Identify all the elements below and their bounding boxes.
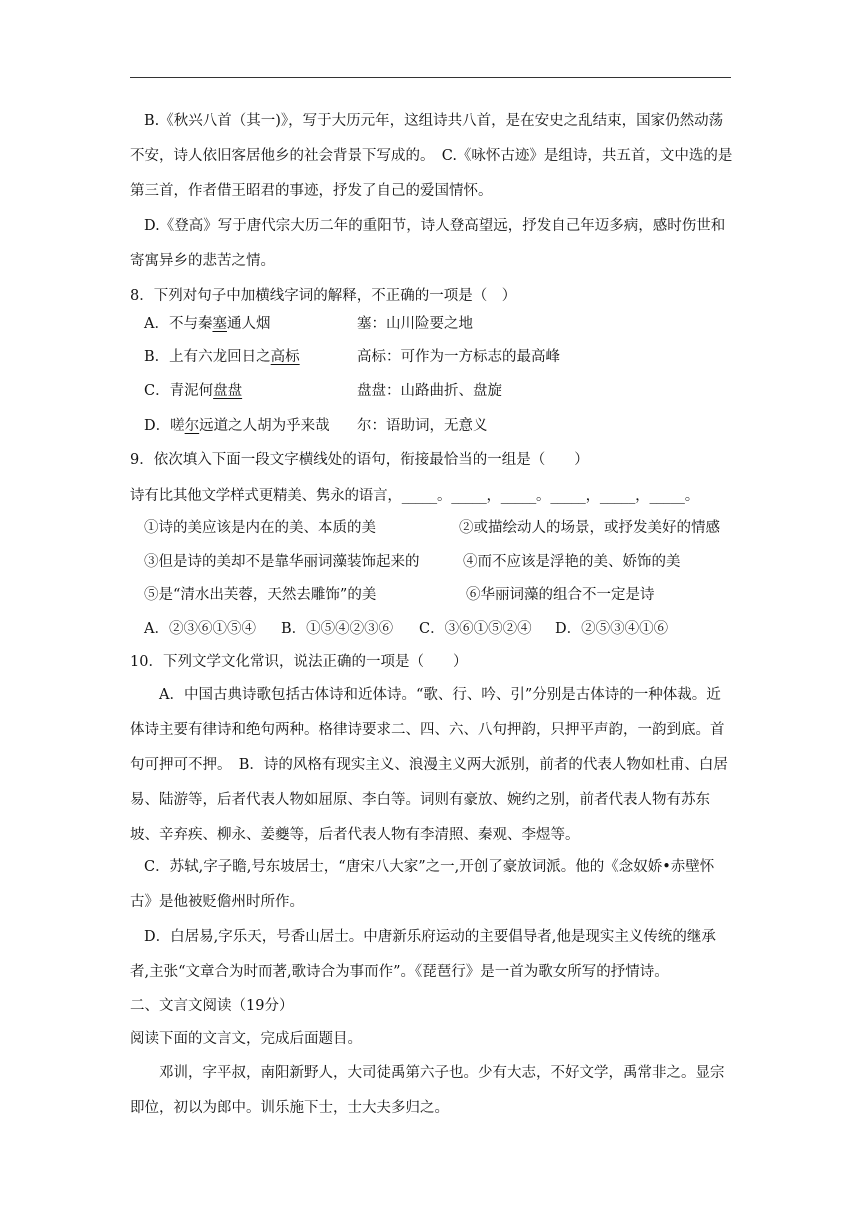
q8-option-a-post: 通人烟: [226, 316, 271, 332]
q10-stem: 10．下列文学文化常识，说法正确的一项是（ ）: [130, 654, 468, 670]
q9-item-5: ⑤是“清水出芙蓉，天然去雕饰”的美: [144, 587, 377, 603]
q9-answer-c: C．③⑥①⑤②④: [419, 621, 532, 637]
q9-item-1: ①诗的美应该是内在的美、本质的美: [144, 520, 376, 536]
q9-item-4: ④而不应该是浮艳的美、娇饰的美: [463, 554, 681, 570]
q8-option-a-pre: A．不与秦: [144, 316, 213, 332]
q7-option-d: D.《登高》写于唐代宗大历二年的重阳节，诗人登高望远，抒发自己年迈多病，感时伤世和寄寓异乡的悲苦之情。: [130, 218, 726, 269]
q10-option-d: D．白居易,字乐天，号香山居士。中唐新乐府运动的主要倡导者,他是现实主义传统的继承者,主张“文章合为时而著,歌诗合为事而作”。《琵琶行》是一首为歌女所写的抒情诗。: [130, 929, 716, 980]
q7-option-b-c: B.《秋兴八首（其一)》，写于大历元年，这组诗共八首，是在安史之乱结束，国家仍然动荡不安，诗人依旧客居他乡的社会背景下写成的。 C.《咏怀古迹》是组诗，共五首，文中选的是第三首，作者借王昭君的事迹，抒发了自己的爱国情怀。: [130, 113, 733, 199]
q8-option-c-underlined: 盘盘: [213, 383, 243, 399]
q8-option-c: [144, 374, 242, 409]
section-2-instruction: 阅读下面的文言文，完成后面题目。: [130, 1031, 362, 1047]
q9-passage: 诗有比其他文学样式更精美、隽永的语言，_____。_____，_____。_____，_____，_____。: [130, 488, 699, 504]
header-rule: [130, 77, 731, 78]
q8-option-b-pre: B．上有六龙回日之: [144, 349, 271, 365]
q8-option-c-explanation: 盘盘：山路曲折、盘旋: [357, 383, 502, 399]
q8-option-b-underlined: 高标: [270, 349, 300, 365]
section-2-heading: 二、文言文阅读（19分）: [130, 998, 294, 1014]
q8-stem: 8．下列对句子中加横线字词的解释，不正确的一项是（ ）: [130, 288, 517, 304]
q9-item-3: ③但是诗的美却不是靠华丽词藻装饰起来的: [144, 554, 420, 570]
q9-answer-b: B．①⑤④②③⑥: [281, 621, 394, 637]
q8-option-d-pre: D．嗟: [144, 418, 185, 434]
q8-option-d-explanation: 尔：语助词，无意义: [357, 418, 488, 434]
q10-option-c: C．苏轼,字子瞻,号东坡居士，“唐宋八大家”之一,开创了豪放词派。他的《念奴娇•赤壁怀古》是他被贬儋州时所作。: [130, 859, 715, 910]
q9-item-2: ②或描绘动人的场景，或抒发美好的情感: [459, 520, 720, 536]
q8-option-a-explanation: 塞：山川险要之地: [357, 316, 473, 332]
q8-option-b: [144, 340, 300, 375]
q8-option-a-underlined: 塞: [212, 316, 227, 332]
q9-stem: 9．依次填入下面一段文字横线处的语句，衔接最恰当的一组是（ ）: [130, 452, 589, 468]
q9-answer-a: A．②③⑥①⑤④: [144, 621, 256, 637]
q8-option-a: [144, 307, 270, 342]
q8-option-c-pre: C．青泥何: [144, 383, 214, 399]
q10-option-a-b: A．中国古典诗歌包括古体诗和近体诗。“歌、行、吟、引”分别是古体诗的一种体裁。近体诗主要有律诗和绝句两种。格律诗要求二、四、六、八句押韵，只押平声韵，一韵到底。首句可押可不押。 B．诗的风格有现实主义、浪漫主义两大派别，前者的代表人物如杜甫、白居易、陆游等，后者代表人物如屈原、李白等。词则有豪放、婉约之别，前者代表人物有苏东坡、辛弃疾、柳永、姜夔等，后者代表人物有李清照、秦观、李煜等。: [130, 687, 728, 843]
q8-option-d: [144, 409, 330, 444]
q9-answer-d: D．②⑤③④①⑥: [555, 621, 669, 637]
q8-option-d-underlined: 尔: [184, 418, 200, 434]
q8-option-b-explanation: 高标：可作为一方标志的最高峰: [357, 349, 560, 365]
q8-option-d-post: 远道之人胡为乎来哉: [199, 418, 330, 434]
q9-item-6: ⑥华丽词藻的组合不一定是诗: [466, 587, 655, 603]
section-2-passage: 邓训，字平叔，南阳新野人，大司徒禹第六子也。少有大志，不好文学，禹常非之。显宗即位，初以为郎中。训乐施下士，士大夫多归之。: [130, 1065, 725, 1116]
